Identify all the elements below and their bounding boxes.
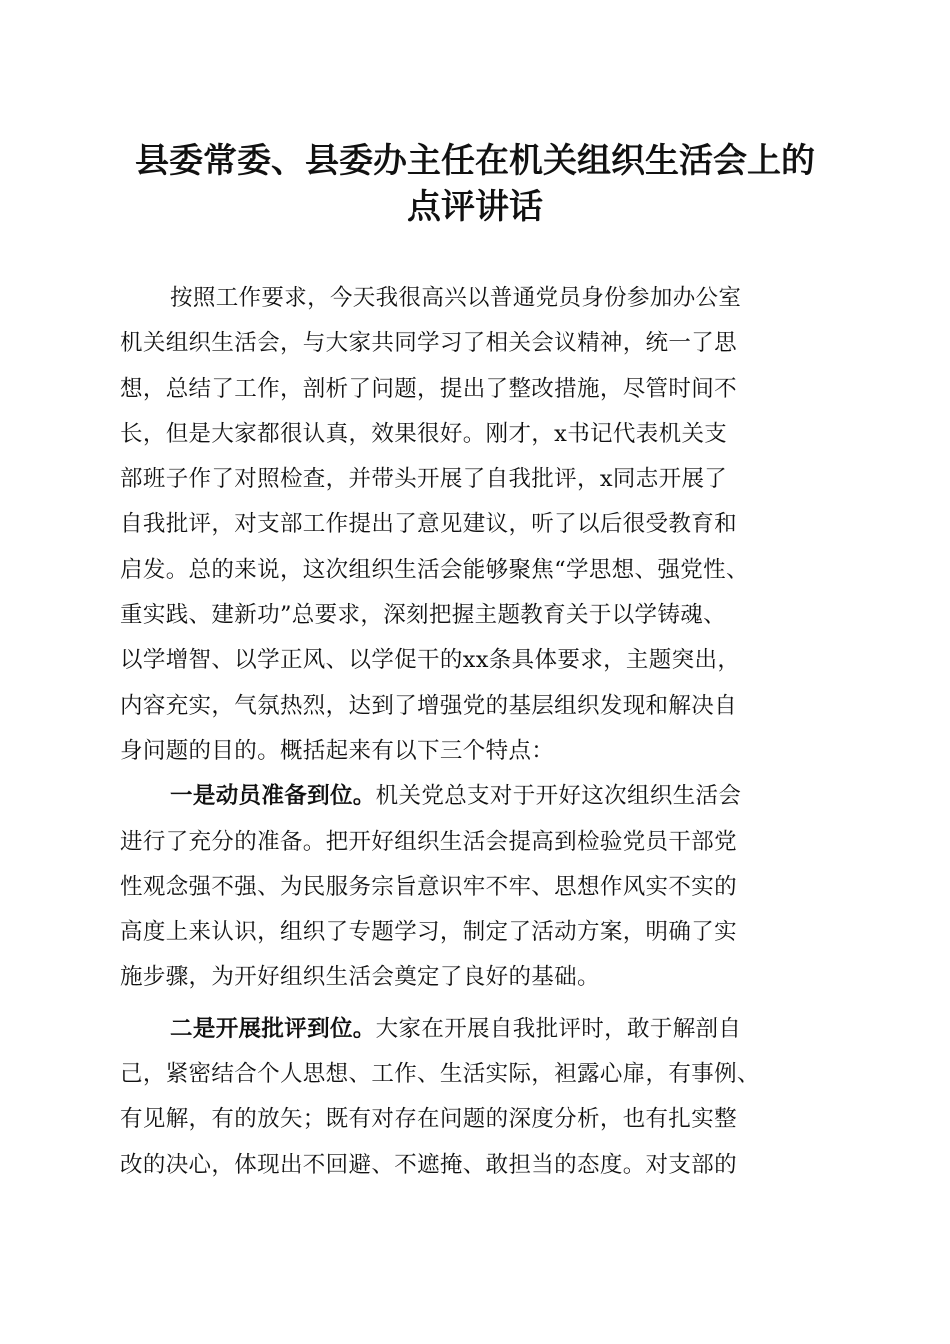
paragraph-3-first-line bbox=[120, 1007, 835, 1052]
paragraph-1-line: 想，总结了工作，剖析了问题，提出了整改措施，尽管时间不 bbox=[120, 375, 737, 402]
paragraph-2-line: 性观念强不强、为民服务宗旨意识牢不牢、思想作风实不实的 bbox=[120, 873, 737, 900]
paragraph-2-lead: 一是动员准备到位。 bbox=[170, 783, 376, 810]
paragraph-3-line: 己，紧密结合个人思想、工作、生活实际，袒露心扉，有事例、 bbox=[120, 1061, 760, 1088]
paragraph-2-first-line bbox=[120, 774, 835, 819]
paragraph-2 bbox=[120, 774, 835, 1000]
paragraph-1-line: 按照工作要求，今天我很高兴以普通党员身份参加办公室 bbox=[170, 285, 742, 311]
paragraph-2-line: 进行了充分的准备。把开好组织生活会提高到检验党员干部党 bbox=[120, 828, 737, 855]
title-line-1: 县委常委、县委办主任在机关组织生活会上的 bbox=[135, 141, 815, 181]
paragraph-1-line: 以学增智、以学正风、以学促干的xx条具体要求，主题突出， bbox=[120, 647, 741, 674]
paragraph-1-line: 长，但是大家都很认真，效果很好。刚才，x书记代表机关支 bbox=[120, 420, 728, 447]
paragraph-2-line: 施步骤，为开好组织生活会奠定了良好的基础。 bbox=[120, 964, 600, 991]
paragraph-2-line: 高度上来认识，组织了专题学习，制定了活动方案，明确了实 bbox=[120, 919, 737, 946]
document-body bbox=[120, 276, 835, 1188]
paragraph-3-lead: 二是开展批评到位。 bbox=[170, 1015, 376, 1042]
paragraph-1 bbox=[120, 276, 835, 774]
document-title bbox=[110, 138, 840, 230]
paragraph-2-first-text: 机关党总支对于开好这次组织生活会 bbox=[375, 783, 742, 810]
title-line-2: 点评讲话 bbox=[407, 187, 543, 227]
paragraph-1-line: 内容充实，气氛热烈，达到了增强党的基层组织发现和解决自 bbox=[120, 692, 737, 719]
paragraph-1-line: 身问题的目的。概括起来有以下三个特点： bbox=[120, 737, 555, 764]
paragraph-1-line: 自我批评，对支部工作提出了意见建议，听了以后很受教育和 bbox=[120, 511, 737, 538]
paragraph-3-first-text: 大家在开展自我批评时，敢于解剖自 bbox=[375, 1015, 742, 1042]
paragraph-1-line: 部班子作了对照检查，并带头开展了自我批评，x同志开展了 bbox=[120, 466, 728, 493]
paragraph-3-line: 有见解，有的放矢；既有对存在问题的深度分析，也有扎实整 bbox=[120, 1106, 737, 1133]
paragraph-3-line: 改的决心，体现出不回避、不遮掩、敢担当的态度。对支部的 bbox=[120, 1151, 737, 1178]
paragraph-1-line: 启发。总的来说，这次组织生活会能够聚焦“学思想、强党性、 bbox=[120, 556, 749, 583]
paragraph-1-line: 机关组织生活会，与大家共同学习了相关会议精神，统一了思 bbox=[120, 330, 737, 357]
paragraph-3 bbox=[120, 1007, 835, 1188]
paragraph-1-line: 重实践、建新功”总要求，深刻把握主题教育关于以学铸魂、 bbox=[120, 602, 726, 629]
